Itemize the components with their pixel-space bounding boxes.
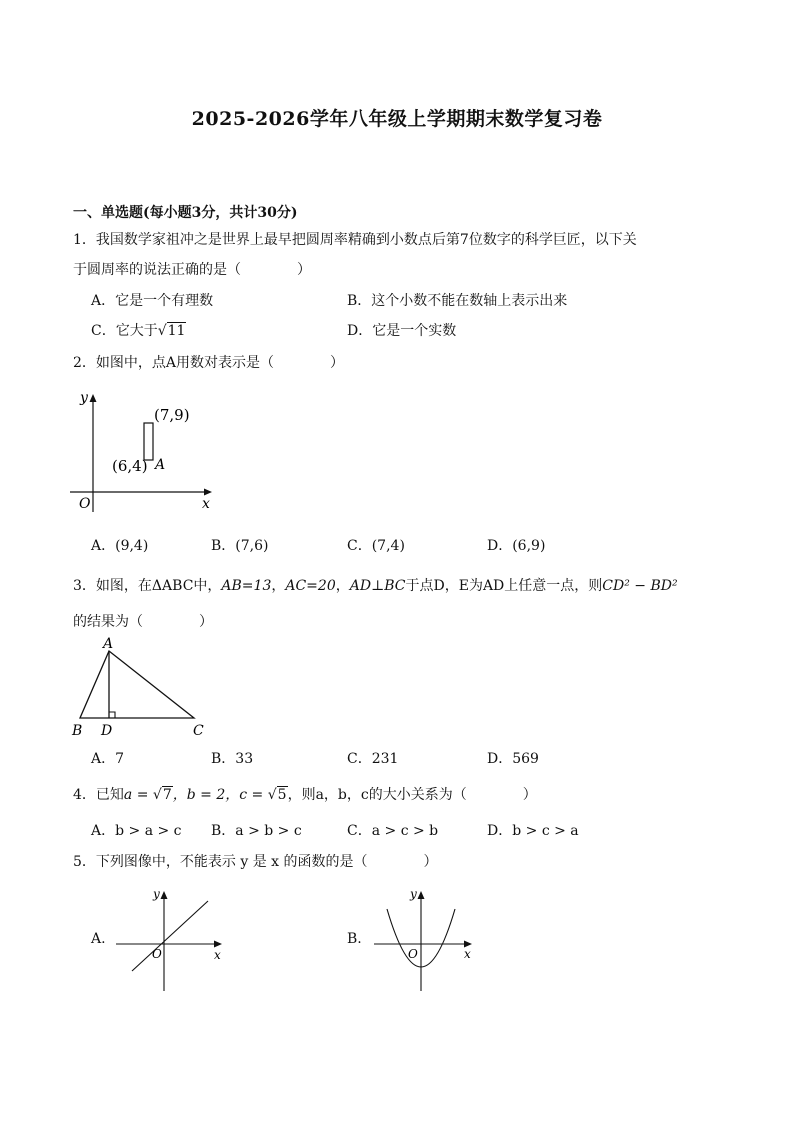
q5-option-b-label: B. [347,931,362,947]
q4-option-b: B．a > b > c [211,823,302,839]
q3-sep1: ， [271,578,286,594]
q1-option-d: D．它是一个实数 [347,323,457,339]
q4-stem-part-a: 4．已知 [73,787,124,803]
q3-ab: AB=13 [221,578,272,594]
q3-stem-part-a: 3．如图，在 [73,578,152,594]
q3-stem-part-c: 于点D，E为AD上任意一点，则 [405,578,603,594]
q4-a-def: a = [123,787,153,803]
sqrt-symbol: √ [152,787,162,803]
q4-option-a: A．b > a > c [91,823,182,839]
q4-a-radicand: 7 [162,787,172,803]
rectangle [144,423,153,460]
q1-option-c-label: C．它大于 [91,323,158,339]
q2-stem: 2．如图中，点A用数对表示是（ ） [73,355,345,371]
point-d-label: D [101,723,113,739]
x-axis-label: x [202,496,210,512]
q4-option-d: D．b > c > a [487,823,579,839]
line-graph [132,901,208,971]
x-axis-label: x [464,947,471,961]
x-axis-label: x [214,948,221,962]
q3-perp: AD⊥BC [349,578,406,594]
y-axis-label: y [80,390,88,406]
vertex-c-label: C [193,723,204,739]
q5-graph-a [112,883,232,995]
q3-option-d: D．569 [487,751,539,767]
point-label-6-4: (6,4) [112,457,148,475]
q1-option-a: A．它是一个有理数 [91,293,214,309]
origin-label: O [79,496,91,512]
q4-stem-part-b: ，则a，b，c的大小关系为（ ） [287,787,537,803]
q3-stem-line2: 的结果为（ ） [73,614,213,630]
q4-option-c: C．a > c > b [347,823,439,839]
origin-label: O [408,947,418,961]
q3-ac: AC=20 [285,578,336,594]
q4-c-radicand: 5 [277,787,287,803]
q2-option-d: D．(6,9) [487,538,546,554]
q1-option-b: B．这个小数不能在数轴上表示出来 [347,293,568,309]
q1-option-c [91,320,186,340]
q4-b-def: ，b = 2， [172,787,240,803]
y-axis-label: y [410,887,417,901]
origin-label: O [152,947,162,961]
q1-stem-line2: 于圆周率的说法正确的是（ ） [73,262,311,278]
q5-graph-b [368,883,488,995]
q4-c-def: c = [239,787,268,803]
q2-option-c: C．(7,4) [347,538,405,554]
q3-stem-part-b: 中， [193,578,222,594]
q2-option-a: A．(9,4) [91,538,149,554]
y-axis-label: y [153,887,160,901]
vertex-b-label: B [72,723,83,739]
sqrt-symbol: √ [267,787,277,803]
point-a-label: A [155,457,166,473]
q3-triangle-figure [68,636,218,740]
q5-stem: 5．下列图像中，不能表示 y 是 x 的函数的是（ ） [73,854,438,870]
x-axis-arrow [214,941,222,948]
q1-stem-line1: 1．我国数学家祖冲之是世界上最早把圆周率精确到小数点后第7位数字的科学巨匠，以下关 [73,232,637,248]
triangle-abc [80,651,194,718]
point-label-7-9: (7,9) [154,406,190,424]
q2-option-b: B．(7,6) [211,538,269,554]
sqrt-symbol: √ [157,323,167,339]
q3-option-a: A．7 [91,751,125,767]
q5-option-a-label: A. [91,931,106,947]
vertex-a-label: A [103,636,114,652]
q3-option-c: C．231 [347,751,399,767]
page-title: 2025-2026学年八年级上学期期末数学复习卷 [191,108,603,130]
right-angle-mark [109,712,115,718]
y-axis-arrow [90,394,97,402]
q1-option-c-radicand: 11 [167,323,186,339]
x-axis-arrow [204,489,212,496]
y-axis-arrow [418,891,425,899]
q3-sep2: ， [335,578,350,594]
q3-stem-line1 [73,575,678,595]
y-axis-arrow [161,891,168,899]
q3-option-b: B．33 [211,751,254,767]
q4-stem [73,784,537,804]
q2-coordinate-figure [60,380,220,515]
q3-triangle: ΔABC [151,578,194,594]
q3-expression: CD² − BD² [602,578,678,594]
section-heading: 一、单选题(每小题3分，共计30分) [73,205,298,221]
